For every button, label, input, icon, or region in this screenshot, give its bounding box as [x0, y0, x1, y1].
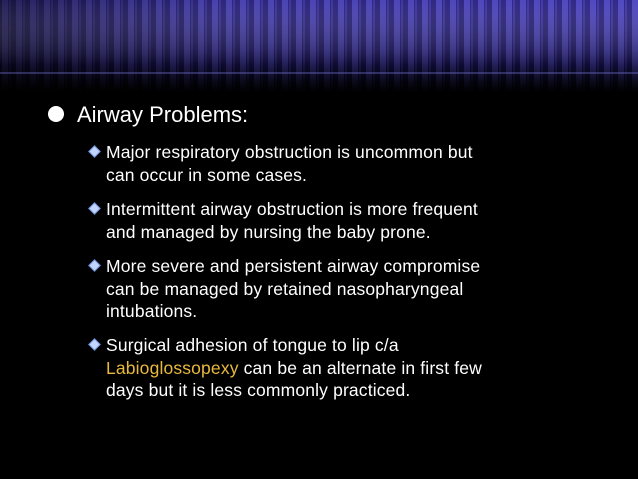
diamond-bullet-icon	[88, 145, 101, 158]
round-bullet-icon	[48, 106, 64, 122]
diamond-bullet-icon	[88, 202, 101, 215]
bullet-line: can be managed by retained nasopharyngeal	[106, 278, 464, 299]
heading-text: Airway Problems:	[77, 102, 249, 127]
bullet-line-with-highlight	[106, 357, 482, 380]
highlighted-term: Labioglossopexy	[106, 357, 239, 378]
bullet-line: intubations.	[106, 301, 198, 321]
diamond-bullet-icon	[88, 338, 101, 351]
bullet-line: days but it is less commonly practiced.	[106, 380, 411, 400]
bullet-line: Major respiratory obstruction is uncommon but	[106, 142, 473, 162]
bullet-line: More severe and persistent airway compromise	[106, 256, 481, 276]
bullet-line: can occur in some cases.	[106, 164, 308, 185]
bullet-line: and managed by nursing the baby prone.	[106, 221, 431, 242]
bullet-line-rest: can be an alternate in first few	[238, 357, 482, 378]
bullet-line: Surgical adhesion of tongue to lip c/a	[106, 335, 399, 355]
diamond-bullet-icon	[88, 259, 101, 272]
bullet-line: Intermittent airway obstruction is more frequent	[106, 199, 478, 219]
